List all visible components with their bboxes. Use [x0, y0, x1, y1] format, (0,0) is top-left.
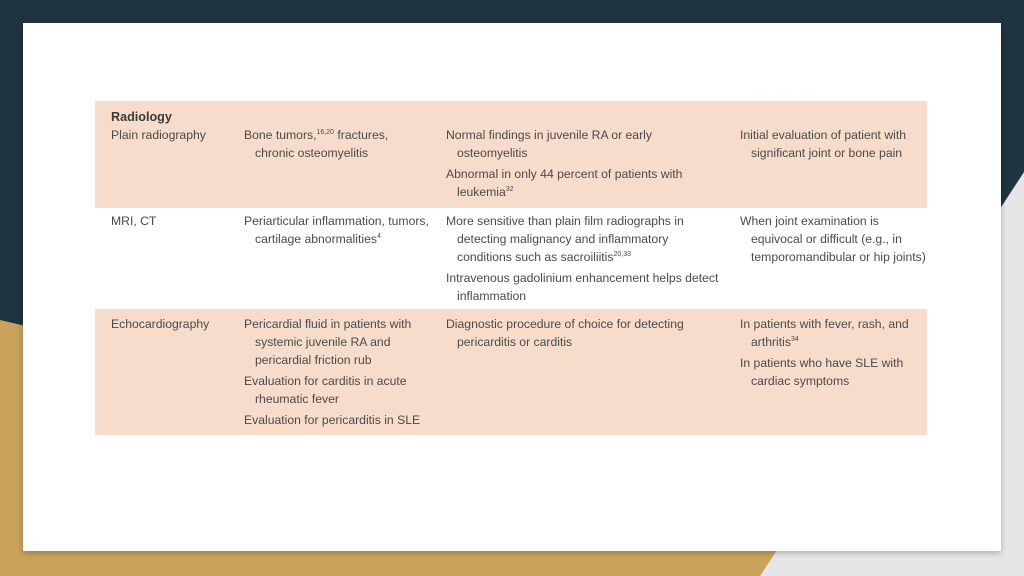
finding-text: Pericardial fluid in patients with systemic juvenile RA and pericardial friction rub — [244, 317, 412, 367]
table-row — [95, 208, 927, 309]
finding-text: Periarticular inflammation, tumors, cartilage abnormalities$^4$ — [244, 214, 429, 246]
table-row — [95, 309, 927, 435]
findings-cell — [228, 315, 430, 435]
note-text: Normal findings in juvenile RA or early osteomyelitis — [446, 128, 652, 160]
finding-text: Evaluation for pericarditis in SLE — [244, 413, 421, 427]
radiology-table — [95, 101, 927, 435]
indication-cell — [724, 315, 927, 435]
findings-cell — [228, 212, 430, 309]
finding-text: Evaluation for carditis in acute rheumatic fever — [244, 374, 407, 406]
note-text: Abnormal in only 44 percent of patients with leukemia$^{32}$ — [446, 167, 683, 199]
note-text: Diagnostic procedure of choice for detecting pericarditis or carditis — [446, 317, 684, 349]
indication-text: When joint examination is equivocal or difficult (e.g., in temporomandibular or hip joints) — [740, 214, 926, 264]
finding-text: Bone tumors,$^{16,20}$ fractures, chronic osteomyelitis — [244, 128, 389, 160]
indication-cell — [724, 108, 927, 208]
modality-label: MRI, CT — [111, 214, 157, 228]
notes-cell — [430, 108, 724, 208]
note-text: More sensitive than plain film radiographs in detecting malignancy and inflammatory conditions such as sacroiliitis$^{20,33}$ — [446, 214, 684, 264]
notes-cell — [430, 315, 724, 435]
indication-cell — [724, 212, 927, 309]
findings-cell — [228, 108, 430, 208]
note-text: Intravenous gadolinium enhancement helps detect inflammation — [446, 271, 719, 303]
modality-label: Plain radiography — [111, 128, 206, 142]
modality-cell — [95, 315, 228, 435]
modality-cell — [95, 108, 228, 208]
modality-cell — [95, 212, 228, 309]
indication-text: Initial evaluation of patient with significant joint or bone pain — [740, 128, 906, 160]
section-label: Radiology — [111, 110, 172, 124]
indication-text: In patients who have SLE with cardiac symptoms — [740, 356, 904, 388]
notes-cell — [430, 212, 724, 309]
slide — [23, 23, 1001, 551]
table-row — [95, 101, 927, 208]
modality-label: Echocardiography — [111, 317, 210, 331]
scan-artifact: · · · · · · — [753, 87, 818, 93]
indication-text: In patients with fever, rash, and arthritis$^{34}$ — [740, 317, 909, 349]
